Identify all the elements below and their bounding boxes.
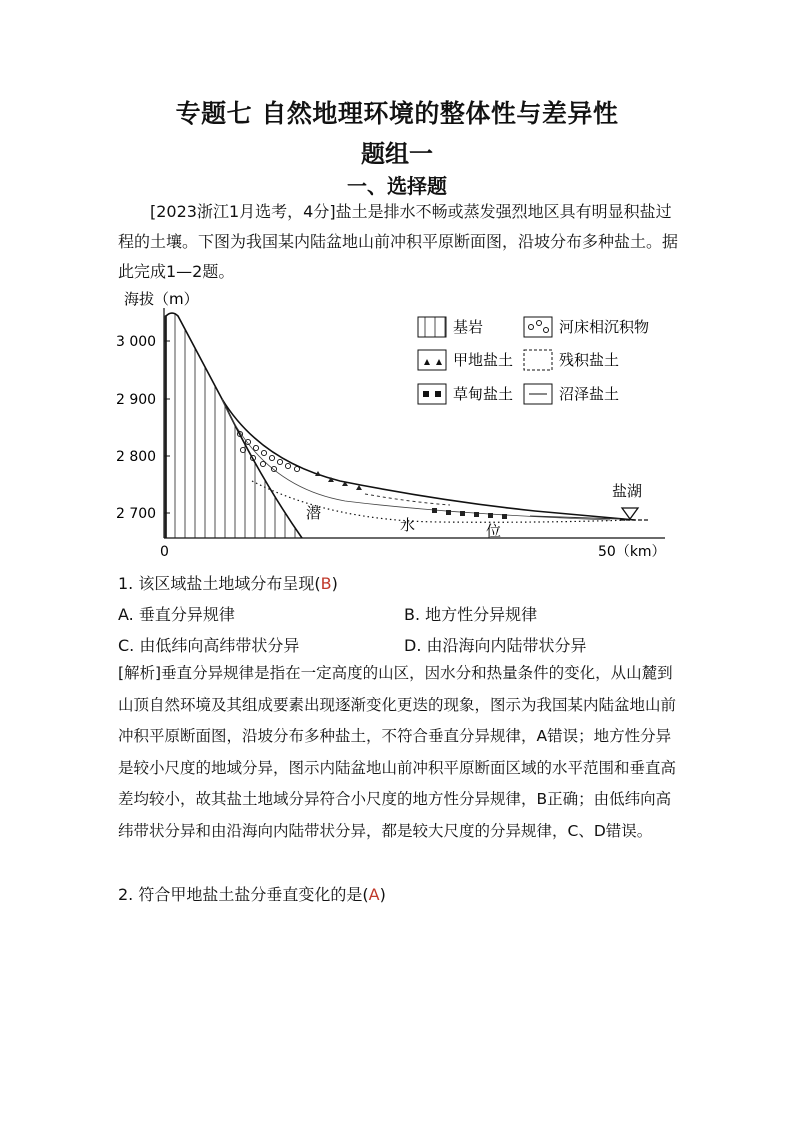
y-tick-label: 3 000 xyxy=(116,334,157,350)
answer-letter: A xyxy=(368,885,380,904)
residual-saline-soil xyxy=(365,494,450,505)
y-tick-label: 2 800 xyxy=(116,449,157,465)
x-tick-label: 50（km） xyxy=(598,544,666,560)
legend-swatch-meadow xyxy=(418,384,446,404)
ground-surface xyxy=(222,399,635,520)
legend-label: 基岩 xyxy=(453,318,484,336)
option-b: B. 地方性分异规律 xyxy=(404,605,538,624)
option-d: D. 由沿海向内陆带状分异 xyxy=(404,636,587,655)
legend-label: 沼泽盐土 xyxy=(559,385,620,403)
option-c: C. 由低纬向高纬带状分异 xyxy=(118,636,300,655)
legend-label: 河床相沉积物 xyxy=(559,318,650,336)
meadow-saline-soil xyxy=(432,508,507,519)
legend-label: 草甸盐土 xyxy=(453,385,514,403)
bedrock xyxy=(164,313,302,538)
legend xyxy=(418,317,649,404)
lake-marker-icon xyxy=(622,508,638,519)
y-axis-label: 海拔（m） xyxy=(124,290,199,308)
legend-swatch-residual xyxy=(524,350,552,370)
page-subtitle: 题组一 xyxy=(361,140,433,168)
section-title: 一、选择题 xyxy=(347,174,447,198)
question-stem: 2. 符合甲地盐土盐分垂直变化的是( xyxy=(118,885,369,904)
intro-paragraph: [2023浙江1月选考，4分]盐土是排水不畅或蒸发强烈地区具有明显积盐过程的土壤。下图为我国某内陆盆地山前冲积平原断面图，沿坡分布多种盐土。据此完成1—2题。 xyxy=(118,202,679,281)
question-2 xyxy=(118,882,386,905)
cross-section-diagram xyxy=(110,286,680,564)
lake-label: 盐湖 xyxy=(612,482,643,500)
groundwater-label: 水 xyxy=(400,516,416,534)
groundwater-label: 位 xyxy=(486,522,502,540)
y-tick-label: 2 700 xyxy=(116,506,157,522)
y-tick-label: 2 900 xyxy=(116,392,157,408)
x-tick-label: 0 xyxy=(160,544,169,560)
answer-letter: B xyxy=(320,574,332,593)
explanation-paragraph: [解析]垂直分异规律是指在一定高度的山区，因水分和热量条件的变化，从山麓到山顶自然环境及其组成要素出现逐渐变化更迭的现象，图示为我国某内陆盆地山前冲积平原断面图，沿坡分布多种盐土，不符合垂直分异规律，A错误；地方性分异是较小尺度的地域分异，图示内陆盆地山前冲积平原断面区域的水平范围和垂直高差均较小，故其盐土地域分异符合小尺度的地方性分异规律，B正确；由低纬向高纬带状分异和由沿海向内陆带状分异，都是较大尺度的分异规律，C、D错误。 xyxy=(118,664,677,840)
legend-swatch-jia xyxy=(418,350,446,370)
question-close: ) xyxy=(331,574,338,593)
question-close: ) xyxy=(379,885,386,904)
legend-label: 甲地盐土 xyxy=(453,351,514,369)
option-a: A. 垂直分异规律 xyxy=(118,605,235,624)
legend-label: 残积盐土 xyxy=(559,351,620,369)
question-1 xyxy=(118,571,338,594)
groundwater-label: 潜 xyxy=(306,504,322,522)
legend-swatch-bedrock xyxy=(418,317,446,337)
question-stem: 1. 该区域盐土地域分布呈现( xyxy=(118,574,321,593)
page-title: 专题七 自然地理环境的整体性与差异性 xyxy=(175,99,619,128)
